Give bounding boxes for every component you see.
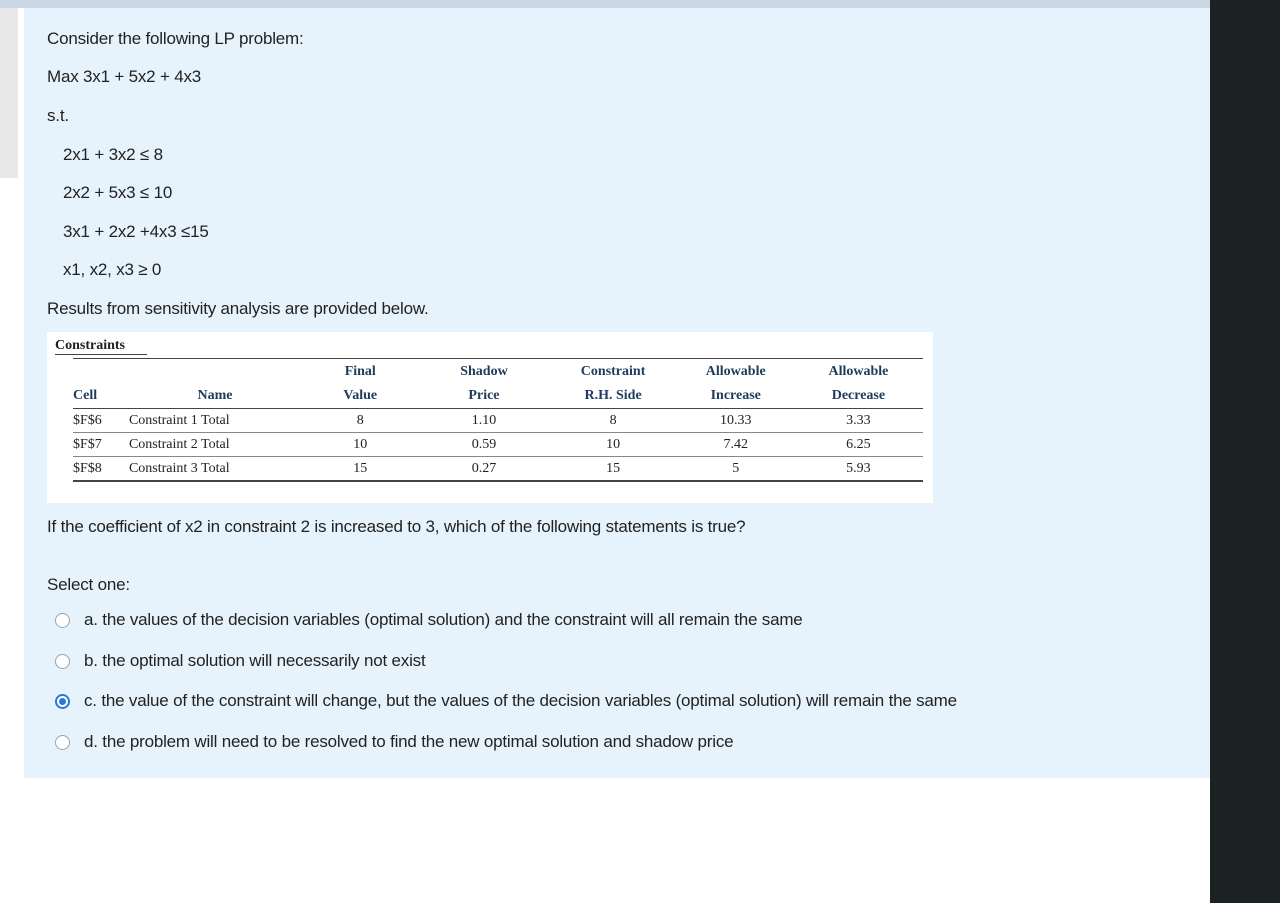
right-dark-panel	[1210, 0, 1280, 903]
cell-allowable-decrease: 5.93	[794, 457, 923, 482]
cell-ref: $F$6	[73, 409, 129, 433]
cell-name: Constraint 3 Total	[129, 457, 301, 482]
nonnegativity-constraint: x1, x2, x3 ≥ 0	[63, 260, 162, 279]
question-prompt: If the coefficient of x2 in constraint 2 is increased to 3, which of the following statements is true?	[47, 517, 746, 536]
header-price: Price	[419, 384, 548, 409]
option-d[interactable]	[55, 730, 733, 754]
table-row	[73, 433, 923, 457]
header-value: Value	[301, 384, 419, 409]
cell-final-value: 15	[301, 457, 419, 482]
results-intro: Results from sensitivity analysis are provided below.	[47, 299, 429, 318]
subject-to-label: s.t.	[47, 106, 69, 125]
question-intro: Consider the following LP problem:	[47, 29, 304, 48]
cell-allowable-increase: 7.42	[678, 433, 794, 457]
header-rh-side: R.H. Side	[549, 384, 678, 409]
caption-underline	[55, 354, 147, 355]
constraint-2: 2x2 + 5x3 ≤ 10	[63, 183, 173, 202]
option-d-label[interactable]: d. the problem will need to be resolved to find the new optimal solution and shadow price	[84, 732, 734, 751]
table-caption: Constraints	[55, 338, 126, 353]
cell-rh-side: 8	[549, 409, 678, 433]
cell-allowable-decrease: 6.25	[794, 433, 923, 457]
header-cell: Cell	[73, 384, 129, 409]
constraint-3: 3x1 + 2x2 +4x3 ≤15	[63, 222, 209, 241]
cell-shadow-price: 0.27	[419, 457, 548, 482]
objective-function: Max 3x1 + 5x2 + 4x3	[47, 67, 202, 86]
cell-final-value: 8	[301, 409, 419, 433]
sensitivity-table	[73, 360, 923, 482]
option-b[interactable]	[55, 649, 426, 673]
radio-button-icon[interactable]	[55, 654, 70, 669]
radio-button-icon[interactable]	[55, 613, 70, 628]
header-allowable-decrease: Decrease	[794, 384, 923, 409]
constraint-1: 2x1 + 3x2 ≤ 8	[63, 145, 163, 164]
cell-allowable-increase: 10.33	[678, 409, 794, 433]
radio-button-icon[interactable]	[55, 735, 70, 750]
option-c-label[interactable]: c. the value of the constraint will change, but the values of the decision variables (optimal solution) will remain the same	[84, 691, 957, 710]
cell-rh-side: 10	[549, 433, 678, 457]
header-allowable-increase: Increase	[678, 384, 794, 409]
header-top-cell	[73, 360, 129, 384]
header-top-increase: Allowable	[705, 364, 766, 379]
option-c[interactable]	[55, 689, 957, 713]
header-top-name	[129, 360, 301, 384]
cell-name: Constraint 1 Total	[129, 409, 301, 433]
left-edge-tab	[0, 8, 18, 178]
option-b-label[interactable]: b. the optimal solution will necessarily not exist	[84, 651, 426, 670]
table-row	[73, 457, 923, 482]
table-top-rule	[73, 358, 923, 359]
option-a-label[interactable]: a. the values of the decision variables (optimal solution) and the constraint will all remain the same	[84, 610, 803, 629]
header-top-shadow: Shadow	[460, 364, 508, 379]
cell-rh-side: 15	[549, 457, 678, 482]
option-a[interactable]	[55, 608, 803, 632]
sensitivity-report-image	[47, 332, 933, 503]
cell-shadow-price: 0.59	[419, 433, 548, 457]
radio-button-selected-icon[interactable]	[55, 694, 70, 709]
cell-ref: $F$8	[73, 457, 129, 482]
cell-name: Constraint 2 Total	[129, 433, 301, 457]
header-top-decrease: Allowable	[828, 364, 889, 379]
cell-final-value: 10	[301, 433, 419, 457]
table-row	[73, 409, 923, 433]
cell-shadow-price: 1.10	[419, 409, 548, 433]
cell-allowable-decrease: 3.33	[794, 409, 923, 433]
cell-ref: $F$7	[73, 433, 129, 457]
header-top-constraint: Constraint	[580, 364, 646, 379]
header-top-final: Final	[344, 364, 376, 379]
top-border	[0, 0, 1210, 8]
select-one-label: Select one:	[47, 575, 130, 594]
header-name: Name	[129, 384, 301, 409]
cell-allowable-increase: 5	[678, 457, 794, 482]
